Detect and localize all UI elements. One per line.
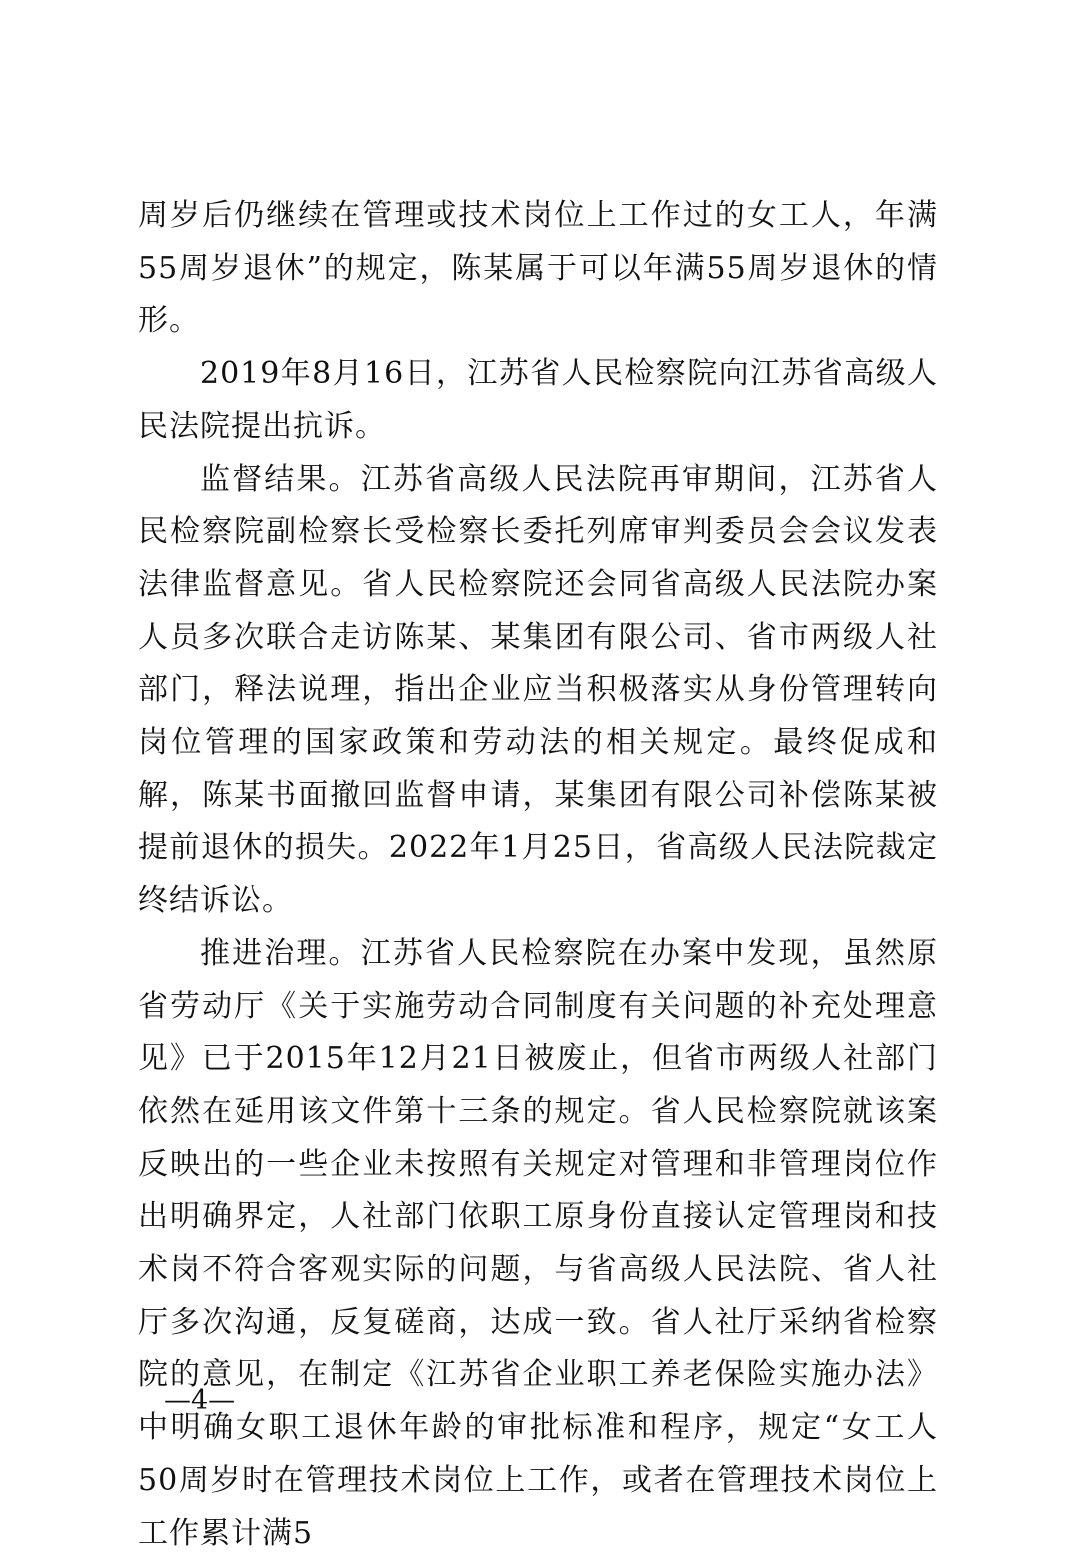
paragraph-2 xyxy=(138,348,938,453)
paragraph-4-text: 江苏省人民检察院在办案中发现，虽然原省劳动厅《关于实施劳动合同制度有关问题的补充处理意见》已于2015年12月21日被废止，但省市两级人社部门依然在延用该文件第十三条的规定。省人民检察院就该案反映出的一些企业未按照有关规定对管理和非管理岗位作出明确界定，人社部门依职工原身份直接认定管理岗和技术岗不符合客观实际的问题，与省高级人民法院、省人社厅多次沟通，反复磋商，达成一致。省人社厅采纳省检察院的意见，在制定《江苏省企业职工养老保险实施办法》中明确女职工退休年龄的审批标准和程序，规定“女工人50周岁时在管理技术岗位上工作，或者在管理技术岗位上工作累计满5 xyxy=(138,935,939,1551)
document-body xyxy=(138,190,938,1560)
paragraph-3-heading: 监督结果。 xyxy=(200,461,361,497)
paragraph-2-text: 2019年8月16日，江苏省人民检察院向江苏省高级人民法院提出抗诉。 xyxy=(138,356,938,444)
paragraph-4 xyxy=(138,928,938,1560)
paragraph-1 xyxy=(138,190,938,348)
paragraph-3 xyxy=(138,454,938,928)
paragraph-4-heading: 推进治理。 xyxy=(200,935,361,971)
paragraph-1-text: 周岁后仍继续在管理或技术岗位上工作过的女工人，年满55周岁退休”的规定，陈某属于可以年满55周岁退休的情形。 xyxy=(138,198,938,339)
page-number: —4— xyxy=(164,1385,236,1416)
paragraph-3-text: 江苏省高级人民法院再审期间，江苏省人民检察院副检察长受检察长委托列席审判委员会会议发表法律监督意见。省人民检察院还会同省高级人民法院办案人员多次联合走访陈某、某集团有限公司、省市两级人社部门，释法说理，指出企业应当积极落实从身份管理转向岗位管理的国家政策和劳动法的相关规定。最终促成和解，陈某书面撤回监督申请，某集团有限公司补偿陈某被提前退休的损失。2022年1月25日，省高级人民法院裁定终结诉讼。 xyxy=(138,461,939,919)
